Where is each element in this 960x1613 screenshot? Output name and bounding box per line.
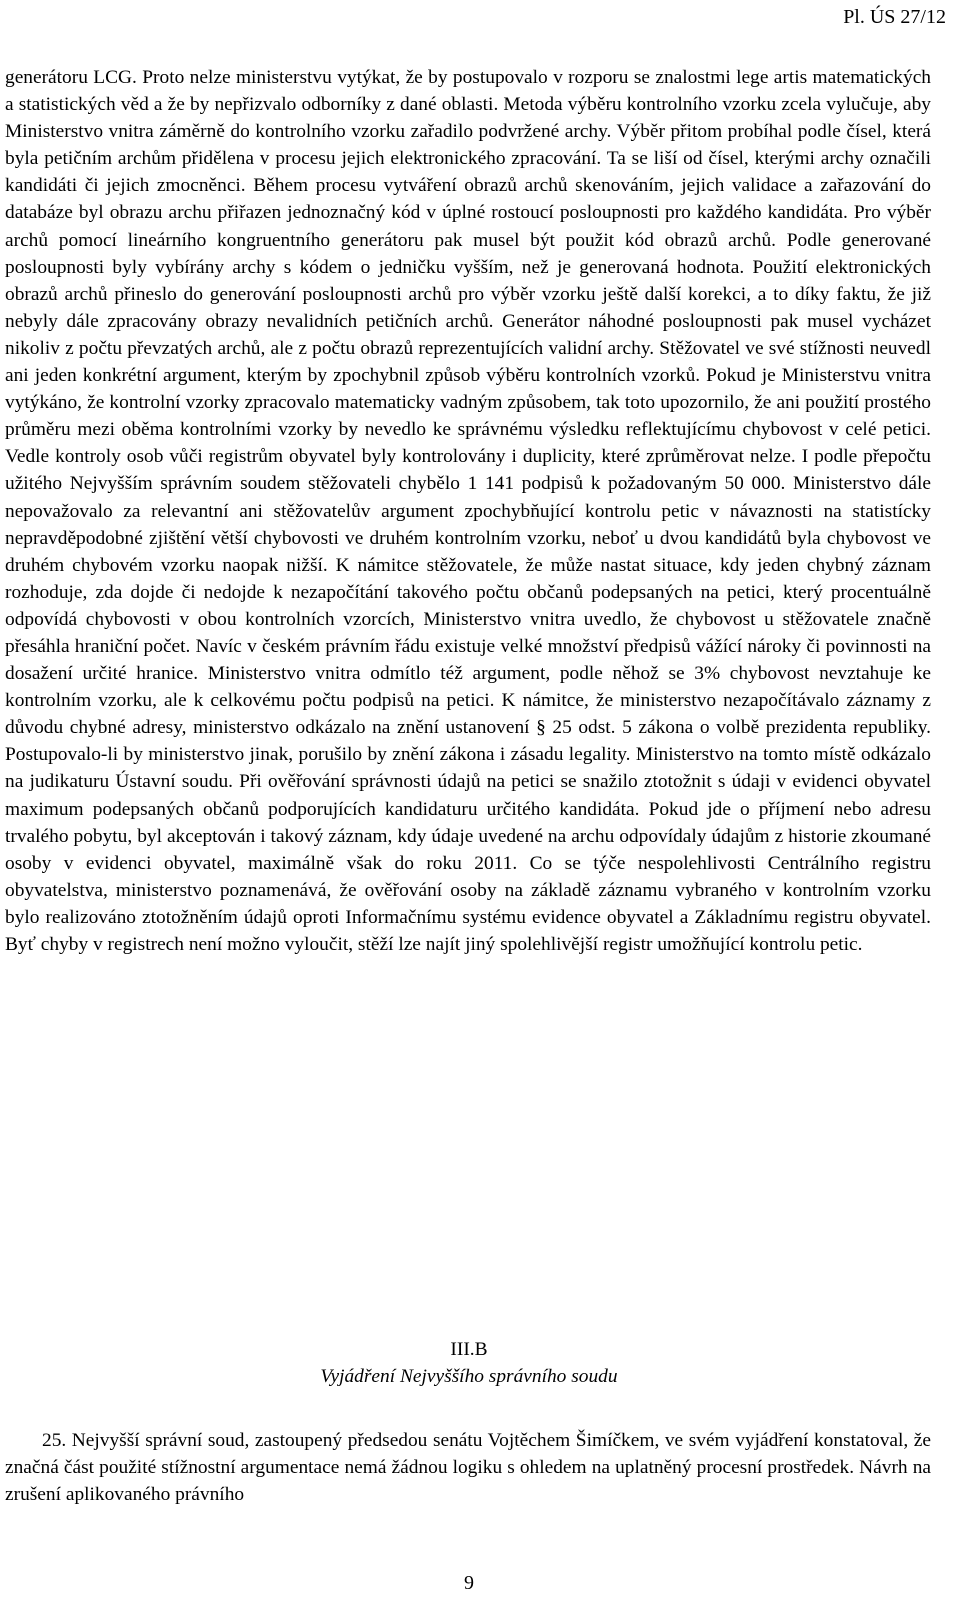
paragraph-25: 25. Nejvyšší správní soud, zastoupený předsedou senátu Vojtěchem Šimíčkem, ve svém vyjádření konstatoval, že značná část použité stížnostní argumentace nemá žádnou logiku s ohledem na uplatněný procesní prostředek. Návrh na zrušení aplikovaného právního (5, 1430, 931, 1506)
body-paragraph: generátoru LCG. Proto nelze ministerstvu vytýkat, že by postupovalo v rozporu se znalostmi lege artis matematických a statistických věd a že by nepřizvalo odborníky z dané oblasti. Metoda výběru kontrolního vzorku zcela vylučuje, aby Ministerstvo vnitra záměrně do kontrolního vzorku zařadilo podvržené archy. Výběr přitom probíhal podle čísel, která byla petičním archům přidělena v procesu jejich elektronického zpracování. Ta se liší od čísel, kterými archy označili kandidáti či jejich zmocněnci. Během procesu vytváření obrazů archů skenováním, jejich validace a zařazování do databáze byl obrazu archu přiřazen jednoznačný kód v úplné rostoucí posloupnosti pro každého kandidáta. Pro výběr archů pomocí lineárního kongruentního generátoru pak musel být použit kód obrazů archů. Podle generované posloupnosti byly vybírány archy s kódem o jedničku vyšším, než je generovaná hodnota. Použití elektronických obrazů archů přineslo do generování posloupnosti archů pro výběr vzorku ještě další korekci, a to díky faktu, že již nebyly dále zpracovány obrazy nevalidních petičních archů. Generátor náhodné posloupnosti pak musel vycházet nikoliv z počtu převzatých archů, ale z počtu obrazů reprezentujících validní archy. Stěžovatel ve své stížnosti neuvedl ani jeden konkrétní argument, kterým by zpochybnil způsob výběru kontrolních vzorků. Pokud je Ministerstvu vnitra vytýkáno, že kontrolní vzorky zpracovalo matematicky vadným způsobem, tak toto upozornilo, že ani použití prostého průměru mezi oběma kontrolními vzorky by nevedlo ke správnému výsledku reflektujícímu chybovost v celé petici. Vedle kontroly osob vůči registrům obyvatel byly kontrolovány i duplicity, které zprůměrovat nelze. I podle přepočtu užitého Nejvyšším správním soudem stěžovateli chybělo 1 141 podpisů k požadovaným 50 000. Ministerstvo dále nepovažovalo za relevantní ani stěžovatelův argument zpochybňující kontrolu petic v návaznosti na statistícky nepravděpodobné zjištění větší chybovosti ve druhém kontrolním vzorku, neboť u dvou kandidátů byla chybovost ve druhém chybovém vzorku naopak nižší. K námitce stěžovatele, že může nastat situace, kdy jeden chybný záznam rozhoduje, zda dojde či nedojde k nezapočítání takového počtu občanů podepsaných na petici, který procentuálně odpovídá chybovosti v obou kontrolních vzorcích, Ministerstvo vnitra uvedlo, že chybovost u stěžovatele značně přesáhla hraniční počet. Navíc v českém právním řádu existuje velké množství předpisů vážící nároky či povinnosti na dosažení určité hranice. Ministerstvo vnitra odmítlo též argument, podle něhož se 3% chybovost nevztahuje ke kontrolním vzorku, ale k celkovému počtu podpisů na petici. K námitce, že ministerstvo nezapočítávalo záznamy z důvodu chybné adresy, ministerstvo odkázalo na znění ustanovení § 25 odst. 5 zákona o volbě prezidenta republiky. Postupovalo-li by ministerstvo jinak, porušilo by znění zákona i zásadu legality. Ministerstvo na tomto místě odkázalo na judikaturu Ústavní soudu. Při ověřování správnosti údajů na petici se snažilo ztotožnit s údaji v evidenci obyvatel maximum podepsaných občanů podporujících kandidaturu určitého kandidáta. Pokud jde o příjmení nebo adresu trvalého pobytu, byl akceptován i takový záznam, kdy údaje uvedené na archu odpovídaly údajům z historie zkoumané osoby v evidenci obyvatel, maximálně však do roku 2011. Co se týče nespolehlivosti Centrálního registru obyvatelstva, ministerstvo poznamenává, že ověřování osoby na základě záznamu vybraného v kontrolním vzorku bylo realizováno ztotožněním údajů oproti Informačnímu systému evidence obyvatel a Základnímu registru obyvatel. Byť chyby v registrech není možno vyloučit, stěží lze najít jiný spolehlivější registr umožňující kontrolu petic. (5, 67, 931, 955)
section-number: III.B (450, 1339, 488, 1360)
section-title: Vyjádření Nejvyššího správního soudu (320, 1366, 618, 1387)
page-number: 9 (464, 1572, 474, 1594)
case-reference: Pl. ÚS 27/12 (843, 6, 946, 28)
